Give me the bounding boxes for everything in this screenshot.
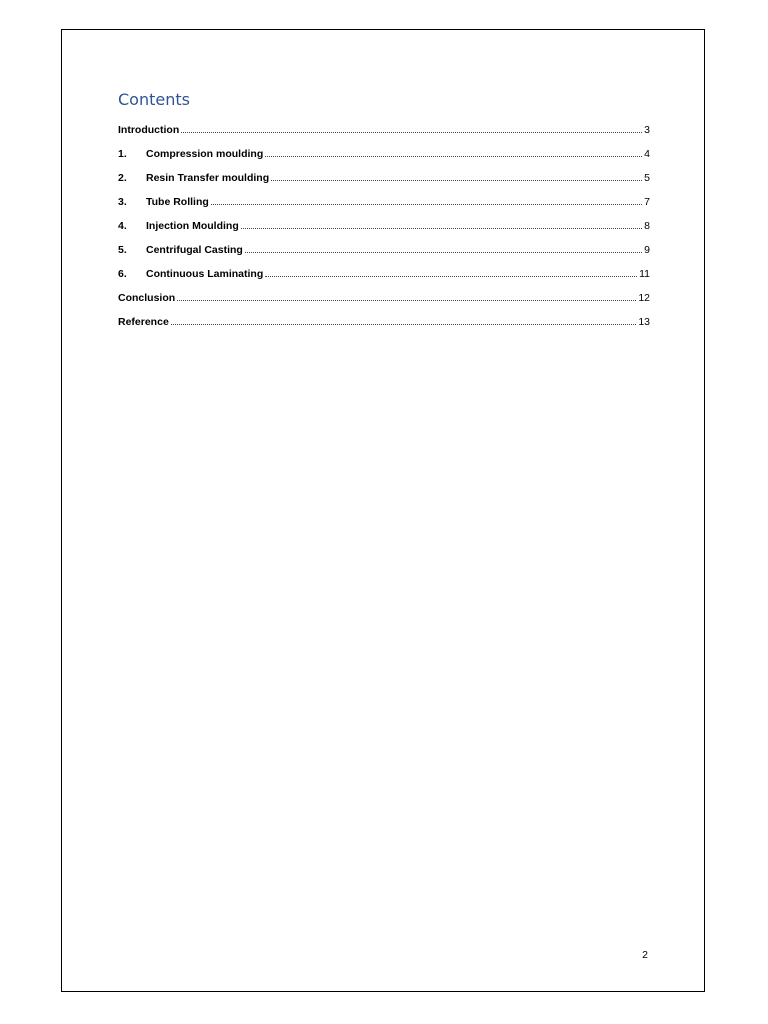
- toc-entry-number: 2.: [118, 172, 127, 184]
- toc-entry-page: 13: [638, 316, 650, 328]
- toc-entry-page: 8: [644, 220, 650, 232]
- toc-heading: Contents: [118, 90, 190, 109]
- toc-entry-page: 3: [644, 124, 650, 136]
- toc-entry-page: 7: [644, 196, 650, 208]
- toc-entry-introduction[interactable]: [118, 112, 650, 136]
- toc-entry-resin-transfer-moulding[interactable]: [118, 160, 650, 184]
- toc-entry-title: Centrifugal Casting: [146, 244, 243, 256]
- toc-entry-title: Compression moulding: [146, 148, 264, 160]
- page-number: 2: [642, 949, 648, 961]
- toc-dot-leader: [271, 180, 642, 181]
- toc-dot-leader: [265, 156, 642, 157]
- toc-entry-page: 4: [644, 148, 650, 160]
- toc-entry-continuous-laminating[interactable]: [118, 256, 650, 280]
- toc-entry-tube-rolling[interactable]: [118, 184, 650, 208]
- toc-entry-number: 1.: [118, 148, 127, 160]
- toc-dot-leader: [241, 228, 642, 229]
- toc-entry-page: 5: [644, 172, 650, 184]
- toc-entry-reference[interactable]: [118, 304, 650, 328]
- toc-dot-leader: [177, 300, 636, 301]
- toc-entry-title: Injection Moulding: [146, 220, 239, 232]
- toc-entry-title: Reference: [118, 316, 169, 328]
- toc-entry-centrifugal-casting[interactable]: [118, 232, 650, 256]
- toc-dot-leader: [211, 204, 642, 205]
- toc-dot-leader: [181, 132, 642, 133]
- toc-dot-leader: [171, 324, 637, 325]
- toc-entry-page: 9: [644, 244, 650, 256]
- toc-entry-title: Tube Rolling: [146, 196, 209, 208]
- toc-entry-title: Resin Transfer moulding: [146, 172, 270, 184]
- toc-entry-number: 4.: [118, 220, 127, 232]
- toc-dot-leader: [265, 276, 637, 277]
- toc-entry-number: 6.: [118, 268, 127, 280]
- toc-entry-number: 5.: [118, 244, 127, 256]
- table-of-contents: [118, 112, 650, 328]
- toc-entry-title: Continuous Laminating: [146, 268, 264, 280]
- document-page: [61, 29, 705, 992]
- toc-entry-injection-moulding[interactable]: [118, 208, 650, 232]
- toc-entry-title: Introduction: [118, 124, 180, 136]
- toc-entry-page: 11: [639, 268, 650, 280]
- toc-entry-page: 12: [638, 292, 650, 304]
- toc-entry-conclusion[interactable]: [118, 280, 650, 304]
- toc-entry-number: 3.: [118, 196, 127, 208]
- toc-entry-title: Conclusion: [118, 292, 176, 304]
- toc-entry-compression-moulding[interactable]: [118, 136, 650, 160]
- toc-dot-leader: [245, 252, 642, 253]
